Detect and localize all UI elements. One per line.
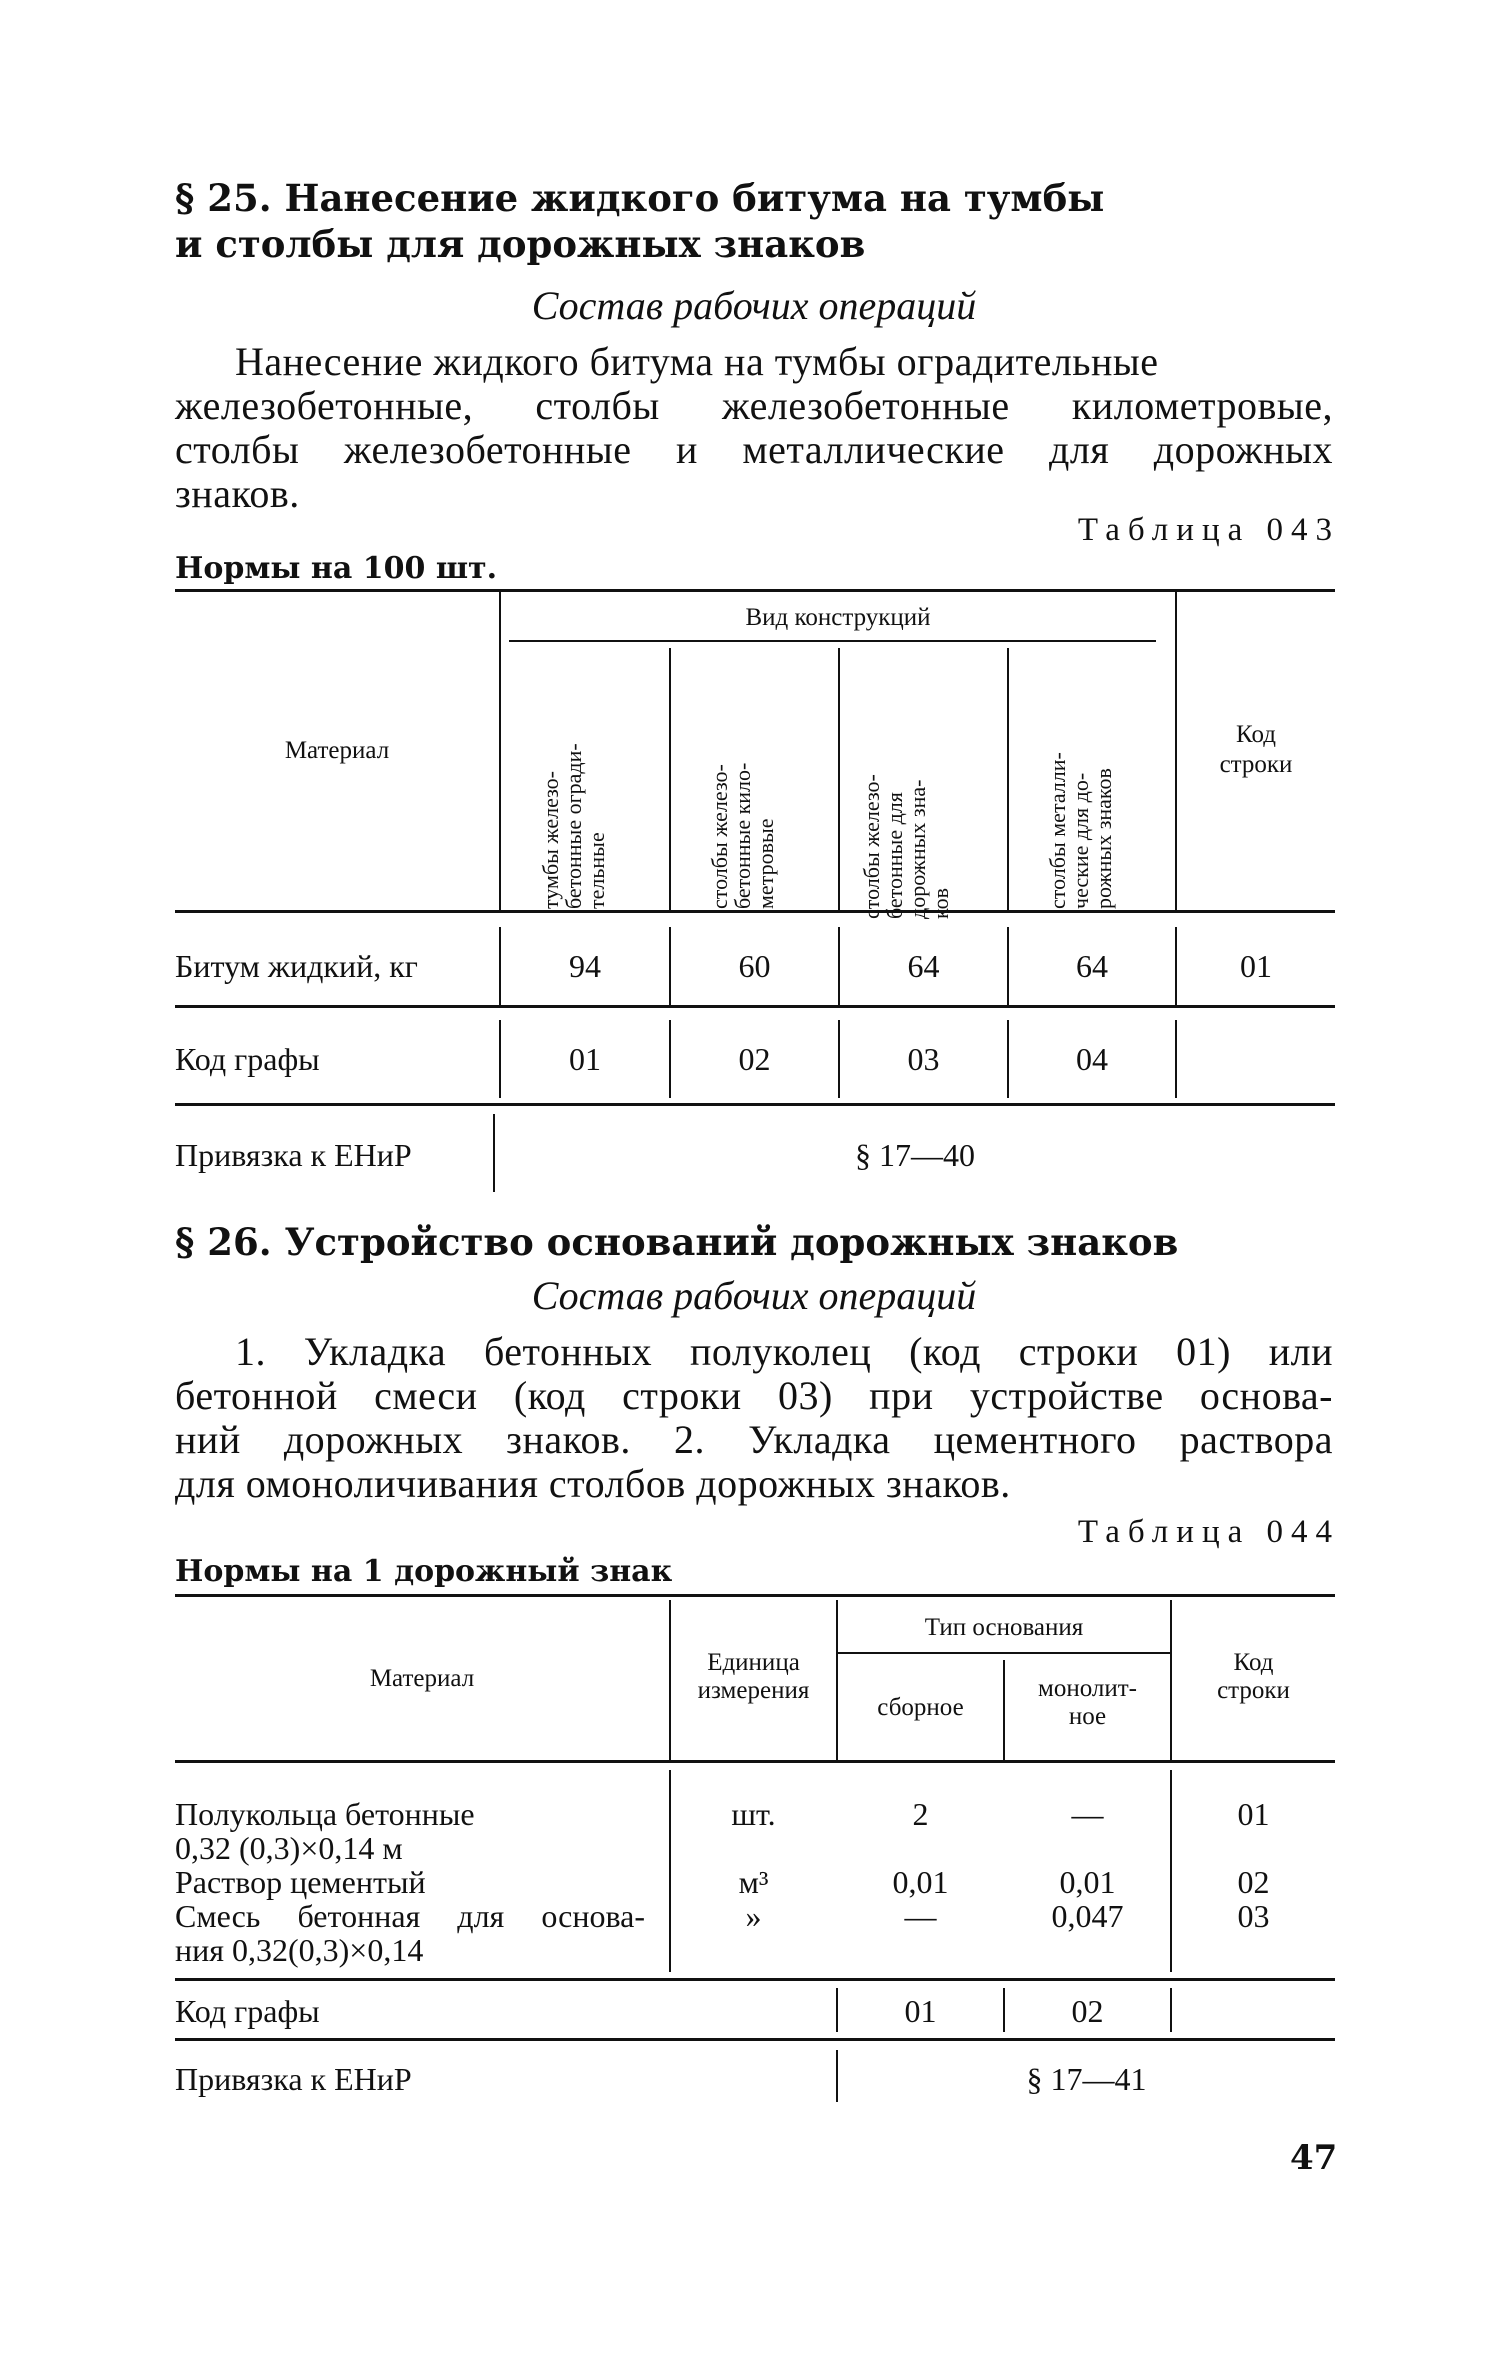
table-044-col2-header-line2: ное — [1068, 1703, 1107, 1730]
table-043-row2-col3: 03 — [907, 1040, 940, 1077]
table-044-row1-label-line1: Полукольца бетонные — [175, 1796, 475, 1832]
table-044-row2-unit: м³ — [738, 1863, 769, 1900]
section-25-title-line2: и столбы для дорожных знаков — [175, 222, 866, 266]
table-044-row3-unit: » — [745, 1897, 762, 1934]
table-044-row2-code: 02 — [1237, 1863, 1270, 1900]
table-044-norms: Нормы на 1 дорожный знак — [175, 1554, 673, 1589]
section-25-paragraph-line2: железобетонные, столбы железобетонные километровые, — [175, 383, 1333, 428]
table-044-row1-col2: — — [1071, 1795, 1104, 1832]
table-043-norms: Нормы на 100 шт. — [175, 551, 498, 586]
table-043-row1-col1: 94 — [569, 947, 601, 984]
table-044-col1-header: сборное — [877, 1694, 964, 1721]
table-043-row2-col4: 04 — [1076, 1040, 1108, 1077]
table-044-code-header-line1: Код — [1233, 1649, 1274, 1676]
table-043-col4-header: столбы металли- ческие для до- рожных знаков — [1045, 752, 1116, 909]
table-043-row1-code: 01 — [1240, 947, 1272, 984]
table-044-row2-label: Раствор цементый — [175, 1864, 426, 1900]
section-25-title-line1: § 25. Нанесение жидкого битума на тумбы — [175, 176, 1105, 220]
table-043-code-header-line2: строки — [1219, 751, 1293, 778]
table-043-row2-col1: 01 — [569, 1040, 601, 1077]
section-26-paragraph-line1: 1. Укладка бетонных полуколец (код строки 01) или — [235, 1329, 1333, 1374]
table-043-row2-label: Код графы — [175, 1041, 320, 1077]
table-044-kod-col1: 01 — [904, 1992, 937, 2029]
table-043-group-header: Вид конструкций — [745, 604, 931, 631]
table-044-row3-label-line1: Смесь бетонная для основа- — [175, 1898, 645, 1934]
table-043-material-header: Материал — [284, 737, 390, 764]
table-043-col1-header: тумбы железо- бетонные огради- тельные — [538, 743, 609, 909]
table-043-row2-col2: 02 — [738, 1040, 771, 1077]
table-044-ref: § 17—41 — [1026, 2060, 1147, 2097]
table-044-row3-code: 03 — [1237, 1897, 1270, 1934]
table-044-row3-label-line2: ния 0,32(0,3)×0,14 — [175, 1932, 424, 1968]
page-number: 47 — [1290, 2138, 1338, 2178]
table-043-row1-label: Битум жидкий, кг — [175, 948, 418, 984]
table-044-row3-col1: — — [904, 1897, 937, 1934]
table-043-label: Таблица 043 — [1077, 512, 1340, 548]
table-043-row1-col4: 64 — [1076, 947, 1108, 984]
table-044-row2-col2: 0,01 — [1059, 1863, 1116, 1900]
section-25-paragraph-line4: знаков. — [175, 471, 300, 516]
table-044-row3-col2: 0,047 — [1051, 1897, 1124, 1934]
table-044-unit-header-line2: измерения — [697, 1677, 810, 1704]
section-25-paragraph-line1: Нанесение жидкого битума на тумбы оградительные — [235, 339, 1159, 384]
table-044-kod-label: Код графы — [175, 1993, 320, 2029]
table-044-label: Таблица 044 — [1077, 1514, 1340, 1550]
table-043-col2-header: столбы железо- бетонные кило- метровые — [707, 762, 778, 909]
table-044-group-header: Тип основания — [924, 1614, 1084, 1641]
table-043-code-header-line1: Код — [1236, 721, 1276, 748]
table-044-material-header: Материал — [369, 1664, 475, 1692]
table-044-row1-col1: 2 — [912, 1795, 929, 1832]
section-25-paragraph-line3: столбы железобетонные и металлические для дорожных — [175, 427, 1333, 472]
table-043-col3-header: столбы железо- бетонные для дорожных зна- ков — [859, 774, 953, 919]
table-044-unit-header-line1: Единица — [707, 1649, 800, 1676]
section-26-paragraph-line3: ний дорожных знаков. 2. Укладка цементного раствора — [175, 1417, 1333, 1462]
section-26-paragraph-line4: для омоноличивания столбов дорожных знаков. — [175, 1461, 1011, 1506]
section-26-paragraph-line2: бетонной смеси (код строки 03) при устройстве основа- — [175, 1373, 1333, 1418]
section-26-subtitle: Состав рабочих операций — [531, 1273, 977, 1318]
table-044-code-header-line2: строки — [1217, 1677, 1290, 1704]
table-044-row1-code: 01 — [1237, 1795, 1270, 1832]
table-044-row1-unit: шт. — [731, 1795, 776, 1832]
table-043-row1-col2: 60 — [738, 947, 771, 984]
table-044-row2-col1: 0,01 — [892, 1863, 949, 1900]
section-26-title: § 26. Устройство оснований дорожных знаков — [175, 1220, 1179, 1264]
table-044-col2-header-line1: монолит- — [1038, 1675, 1137, 1702]
section-25-subtitle: Состав рабочих операций — [531, 283, 977, 328]
table-043-row3-label: Привязка к ЕНиР — [175, 1137, 412, 1173]
table-043-row1-col3: 64 — [907, 947, 940, 984]
table-044-ref-label: Привязка к ЕНиР — [175, 2061, 412, 2097]
table-044-row1-label-line2: 0,32 (0,3)×0,14 м — [175, 1830, 403, 1866]
table-044-kod-col2: 02 — [1071, 1992, 1104, 2029]
table-043-row3-ref: § 17—40 — [855, 1136, 975, 1173]
